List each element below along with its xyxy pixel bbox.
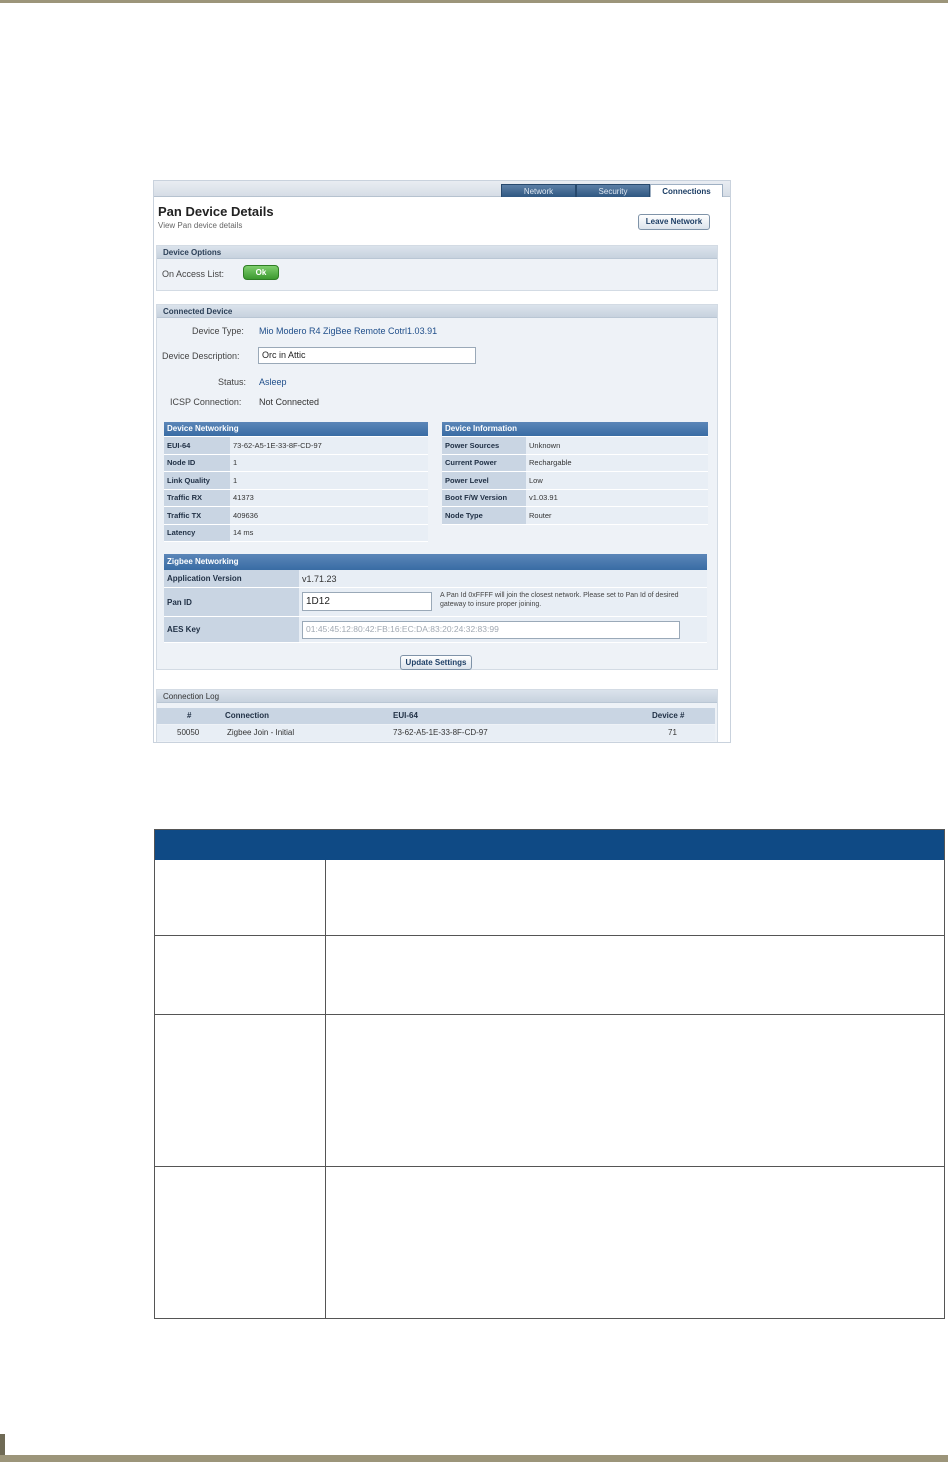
page-subtitle: View Pan device details [158, 221, 243, 230]
pan-device-screenshot [153, 180, 731, 743]
table-row [155, 860, 944, 935]
networking-key: Traffic RX [164, 489, 230, 507]
application-version-cell [299, 570, 707, 587]
log-device: 71 [668, 728, 677, 737]
application-version-value: v1.71.23 [302, 574, 337, 584]
device-type-label: Device Type: [192, 326, 244, 336]
log-col-device: Device # [652, 711, 685, 720]
table-row [164, 588, 707, 617]
page-title: Pan Device Details [158, 204, 274, 219]
pan-id-label: Pan ID [164, 588, 299, 616]
device-description-label: Device Description: [162, 351, 240, 361]
table-row [155, 1166, 944, 1318]
networking-value: 409636 [230, 507, 428, 525]
status-value: Asleep [259, 377, 287, 387]
table-row [164, 472, 428, 490]
log-col-number: # [187, 711, 192, 720]
table-row [164, 454, 428, 472]
column-divider [325, 936, 326, 1014]
log-eui64: 73-62-A5-1E-33-8F-CD-97 [393, 728, 488, 737]
networking-key: Latency [164, 524, 230, 542]
description-table-header [155, 830, 944, 860]
column-divider [325, 1015, 326, 1166]
connection-log-header [157, 708, 715, 724]
table-row [442, 489, 708, 507]
tab-connections[interactable]: Connections [650, 184, 723, 197]
zigbee-networking-heading: Zigbee Networking [164, 554, 707, 570]
networking-value: 73-62-A5-1E-33-8F-CD-97 [230, 437, 428, 455]
table-row [442, 472, 708, 490]
information-value: Router [526, 507, 708, 525]
access-list-label: On Access List: [162, 269, 225, 279]
device-type-value: Mio Modero R4 ZigBee Remote Cotrl1.03.91 [259, 326, 438, 336]
tab-network[interactable]: Network [501, 184, 576, 197]
networking-value: 14 ms [230, 524, 428, 542]
information-key: Power Level [442, 472, 526, 490]
information-value: v1.03.91 [526, 489, 708, 507]
description-table [154, 829, 945, 1319]
table-row [164, 507, 428, 525]
top-rule [0, 0, 948, 3]
device-networking-heading: Device Networking [164, 422, 428, 437]
device-description-input[interactable]: Orc in Attic [258, 347, 476, 364]
networking-value: 1 [230, 454, 428, 472]
table-row [164, 570, 707, 588]
aes-key-label: AES Key [164, 617, 299, 642]
table-row [164, 489, 428, 507]
connected-device-heading: Connected Device [157, 305, 717, 318]
leave-network-button[interactable]: Leave Network [638, 214, 710, 230]
log-number: 50050 [177, 728, 200, 737]
column-divider [325, 1167, 326, 1318]
aes-key-cell [299, 617, 707, 642]
application-version-label: Application Version [164, 570, 299, 587]
zigbee-networking-section [164, 554, 707, 643]
information-value: Unknown [526, 437, 708, 455]
aes-key-input[interactable]: 01:45:45:12:80:42:FB:16:EC:DA:83:20:24:32:83:99 [302, 621, 680, 639]
table-row [155, 1014, 944, 1166]
networking-key: Traffic TX [164, 507, 230, 525]
information-key: Power Sources [442, 437, 526, 455]
update-settings-button[interactable]: Update Settings [400, 655, 472, 670]
table-row [442, 454, 708, 472]
icsp-connection-label: ICSP Connection: [170, 397, 242, 407]
bottom-rule [0, 1455, 948, 1462]
device-networking-table [164, 422, 428, 542]
pan-id-cell [299, 588, 707, 616]
table-row [164, 524, 428, 542]
table-row [164, 617, 707, 643]
table-row [157, 725, 715, 741]
device-information-table [442, 422, 708, 525]
table-row [442, 437, 708, 455]
table-row [164, 437, 428, 455]
networking-key: Node ID [164, 454, 230, 472]
information-value: Low [526, 472, 708, 490]
log-col-connection: Connection [225, 711, 269, 720]
information-key: Node Type [442, 507, 526, 525]
device-options-heading: Device Options [157, 246, 717, 259]
information-key: Boot F/W Version [442, 489, 526, 507]
networking-value: 1 [230, 472, 428, 490]
connection-log-heading: Connection Log [157, 690, 717, 703]
networking-key: Link Quality [164, 472, 230, 490]
pan-id-note: A Pan Id 0xFFFF will join the closest network. Please set to Pan Id of desired gateway to insure proper joining. [440, 592, 679, 608]
column-divider [325, 860, 326, 935]
information-key: Current Power [442, 454, 526, 472]
log-connection: Zigbee Join - Initial [227, 728, 295, 737]
information-value: Rechargable [526, 454, 708, 472]
status-label: Status: [218, 377, 247, 387]
log-col-eui64: EUI-64 [393, 711, 418, 720]
icsp-connection-value: Not Connected [259, 397, 320, 407]
table-row [442, 507, 708, 525]
table-row [155, 935, 944, 1014]
tab-security[interactable]: Security [576, 184, 650, 197]
device-options-panel [156, 245, 718, 291]
networking-key: EUI-64 [164, 437, 230, 455]
pan-id-input[interactable]: 1D12 [302, 592, 432, 611]
ok-button[interactable]: Ok [243, 265, 279, 280]
networking-value: 41373 [230, 489, 428, 507]
device-information-heading: Device Information [442, 422, 708, 437]
tab-bar [154, 181, 731, 197]
